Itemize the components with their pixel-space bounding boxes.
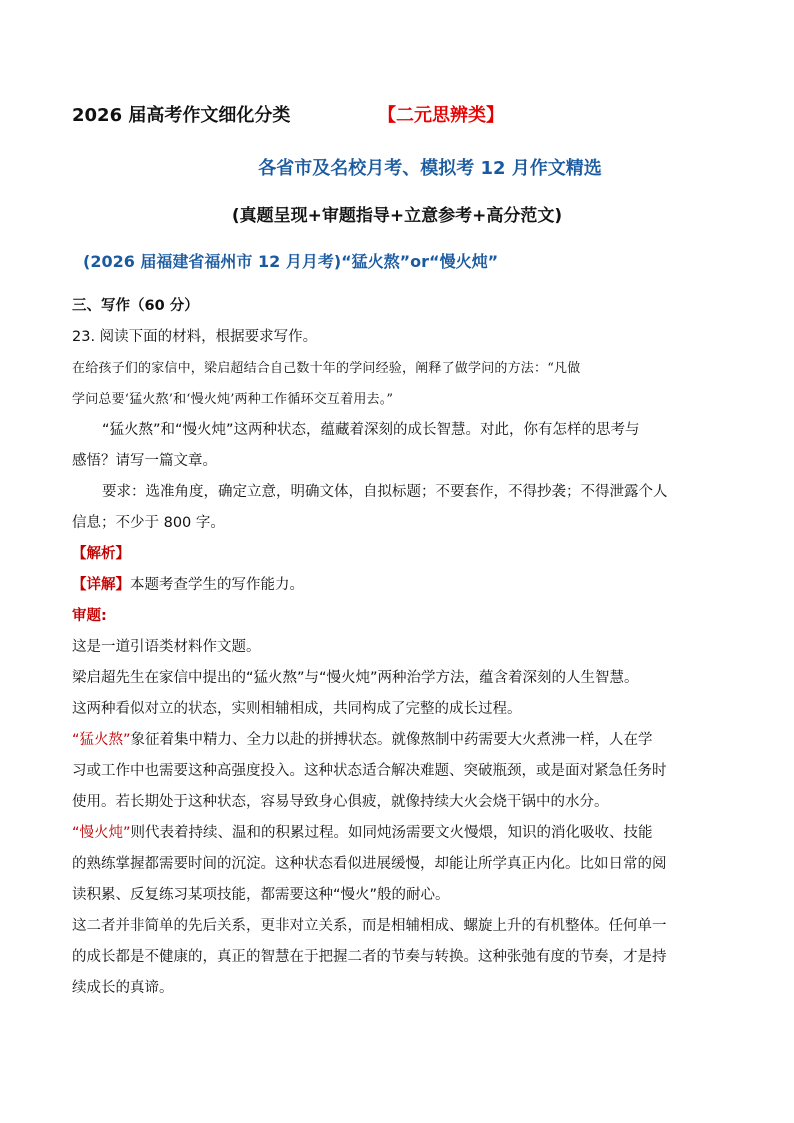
category-tag: 【二元思辨类】 [378, 105, 504, 126]
detail-text: 本题考查学生的写作能力。 [130, 577, 304, 593]
document-body [72, 291, 737, 1004]
detail-line [72, 570, 737, 601]
paragraph-line [72, 725, 737, 756]
contents-subtitle: (真题呈现+审题指导+立意参考+高分范文) [231, 206, 563, 226]
requirement-line: 要求：选准角度，确定立意，明确文体，自拟标题；不要套作，不得抄袭；不得泄露个人 [102, 484, 668, 500]
paragraph-line: 续成长的真谛。 [72, 980, 174, 996]
section-heading: 三、写作（60 分） [72, 298, 199, 314]
paragraph-line: 这是一道引语类材料作文题。 [72, 639, 261, 655]
question-line: 23. 阅读下面的材料，根据要求写作。 [72, 329, 318, 345]
paragraph-line [72, 818, 737, 849]
paragraph-text: 象征着集中精力、全力以赴的拼搏状态。就像熬制中药需要大火煮沸一样，人在学 [130, 732, 653, 748]
paragraph-line: 的成长都是不健康的，真正的智慧在于把握二者的节奏与转换。这种张弛有度的节奏，才是持 [72, 949, 667, 965]
title-text: 2026 届高考作文细化分类 [72, 105, 291, 126]
detail-label: 【详解】 [72, 577, 130, 593]
paragraph-line: 这二者并非简单的先后关系，更非对立关系，而是相辅相成、螺旋上升的有机整体。任何单一 [72, 918, 667, 934]
paragraph-line: 梁启超先生在家信中提出的“猛火熬”与“慢火炖”两种治学方法，蕴含着深刻的人生智慧。 [72, 670, 639, 686]
paragraph-line: 的熟练掌握都需要时间的沉淀。这种状态看似进展缓慢，却能让所学真正内化。比如日常的阅 [72, 856, 667, 872]
quote-line: 在给孩子们的家信中，梁启超结合自己数十年的学问经验，阐释了做学问的方法：“凡做 [72, 361, 581, 376]
analysis-label: 【解析】 [72, 546, 130, 562]
highlight-term: “慢火炖” [72, 825, 131, 841]
highlight-term: “猛火熬” [72, 732, 131, 748]
review-label: 审题: [72, 608, 107, 624]
paragraph-text: 则代表着持续、温和的积累过程。如同炖汤需要文火慢煨，知识的消化吸收、技能 [130, 825, 653, 841]
exam-source-heading: (2026 届福建省福州市 12 月月考)“猛火熬”or“慢火炖” [83, 252, 499, 271]
paragraph-line: 这两种看似对立的状态，实则相辅相成，共同构成了完整的成长过程。 [72, 701, 522, 717]
quote-line: 学问总要‘猛火熬’和‘慢火炖’两种工作循环交互着用去。” [72, 392, 394, 407]
paragraph-line: 读积累、反复练习某项技能，都需要这种“慢火”般的耐心。 [72, 887, 450, 903]
prompt-line: 感悟？请写一篇文章。 [72, 453, 217, 469]
prompt-line: “猛火熬”和“慢火炖”这两种状态，蕴藏着深刻的成长智慧。对此，你有怎样的思考与 [102, 422, 640, 438]
paragraph-line: 习或工作中也需要这种高强度投入。这种状态适合解决难题、突破瓶颈，或是面对紧急任务时 [72, 763, 667, 779]
requirement-line: 信息；不少于 800 字。 [72, 515, 225, 531]
collection-subtitle: 各省市及名校月考、模拟考 12 月作文精选 [258, 158, 602, 179]
document-title [72, 103, 732, 129]
paragraph-line: 使用。若长期处于这种状态，容易导致身心俱疲，就像持续大火会烧干锅中的水分。 [72, 794, 609, 810]
